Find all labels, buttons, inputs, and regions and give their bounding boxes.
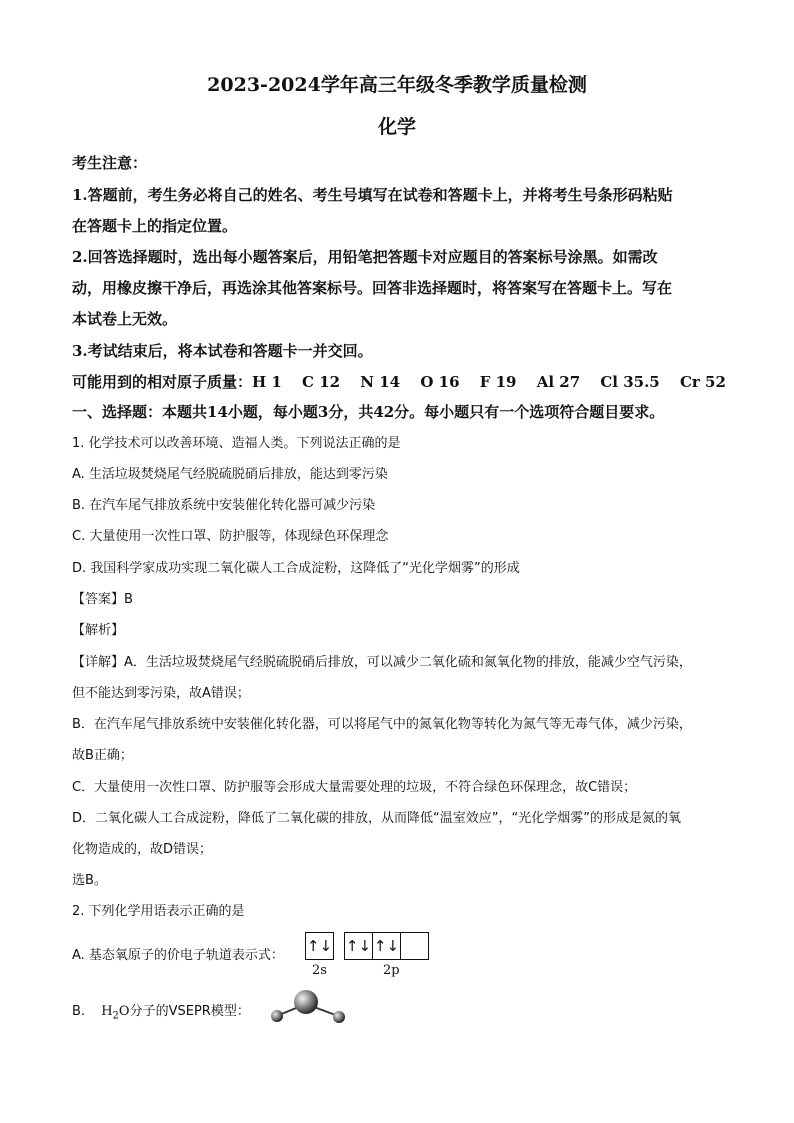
q2-stem: 2. 下列化学用语表示正确的是 (72, 904, 245, 919)
q2-option-a-text: A. 基态氧原子的价电子轨道表示式： (72, 948, 284, 963)
q2-option-b (72, 1000, 250, 1022)
orbital-2p-box-2: ↑↓ (372, 932, 401, 960)
q1-option-c: C. 大量使用一次性口罩、防护服等，体现绿色环保理念 (72, 529, 389, 544)
orbital-2s-box: ↑↓ (305, 932, 334, 960)
notice-line-5: 本试卷上无效。 (72, 310, 178, 328)
q2-formula-sub: 2 (112, 1010, 119, 1022)
q2-option-a (72, 932, 452, 980)
q2-option-b-text: 分子的VSEPR模型： (129, 1004, 250, 1019)
q1-detail-3: B．在汽车尾气排放系统中安装催化转化器，可以将尾气中的氮氧化物等转化为氮气等无毒气体，减少污染， (72, 717, 692, 732)
notice-line-2: 在答题卡上的指定位置。 (72, 217, 238, 235)
q1-detail-4: 故B正确； (72, 748, 133, 763)
notice-line-1: 1.答题前，考生务必将自己的姓名、考生号填写在试卷和答题卡上，并将考生号条形码粘贴 (72, 186, 673, 204)
section-heading: 一、选择题：本题共14小题，每小题3分，共42分。每小题只有一个选项符合题目要求。 (72, 403, 665, 421)
notice-line-6: 3.考试结束后，将本试卷和答题卡一并交回。 (72, 342, 373, 360)
q1-answer-tag: 【答案】B (72, 592, 133, 607)
orbital-2s-label: 2s (312, 963, 327, 978)
hydrogen-atom-right (333, 1011, 345, 1023)
q1-option-a: A. 生活垃圾焚烧尾气经脱硫脱硝后排放，能达到零污染 (72, 467, 388, 482)
exam-title: 2023-2024学年高三年级冬季教学质量检测 (207, 74, 587, 96)
orbital-2p-box-1: ↑↓ (344, 932, 373, 960)
notice-line-4: 动，用橡皮擦干净后，再选涂其他答案标号。回答非选择题时，将答案写在答题卡上。写在 (72, 279, 673, 297)
q2-formula-h: H (101, 1004, 113, 1019)
hydrogen-atom-left (271, 1010, 283, 1022)
orbital-2p-label: 2p (383, 963, 400, 978)
notice-heading: 考生注意： (72, 154, 148, 172)
q1-option-b: B. 在汽车尾气排放系统中安装催化转化器可减少污染 (72, 498, 376, 513)
q1-detail-1: 【详解】A．生活垃圾焚烧尾气经脱硫脱硝后排放，可以减少二氧化硫和氮氧化物的排放，能减少空气污染， (72, 655, 692, 670)
oxygen-atom (294, 990, 318, 1014)
notice-line-3: 2.回答选择题时，选出每小题答案后，用铅笔把答题卡对应题目的答案标号涂黑。如需改 (72, 248, 658, 266)
q1-detail-8: 选B。 (72, 873, 107, 888)
q2-option-b-prefix: B. (72, 1004, 86, 1019)
vsepr-model-image (268, 988, 352, 1028)
q1-detail-5: C．大量使用一次性口罩、防护服等会形成大量需要处理的垃圾，不符合绿色环保理念，故C错误； (72, 780, 637, 795)
q1-detail-6: D．二氧化碳人工合成淀粉，降低了二氧化碳的排放，从而降低“温室效应”，“光化学烟雾”的形成是氮的氧 (72, 811, 681, 826)
orbital-2p-box-3 (400, 932, 429, 960)
subject-title: 化学 (377, 116, 416, 138)
atomic-masses: 可能用到的相对原子质量：H 1 C 12 N 14 O 16 F 19 Al 27 Cl 35.5 Cr 52 (72, 373, 726, 391)
q2-formula-o: O (118, 1004, 130, 1019)
q1-option-d: D. 我国科学家成功实现二氧化碳人工合成淀粉，这降低了“光化学烟雾”的形成 (72, 561, 520, 576)
q1-analysis-tag: 【解析】 (72, 623, 125, 638)
q1-detail-2: 但不能达到零污染，故A错误； (72, 686, 250, 701)
q1-detail-7: 化物造成的，故D错误； (72, 842, 213, 857)
q1-stem: 1. 化学技术可以改善环境、造福人类。下列说法正确的是 (72, 436, 401, 451)
